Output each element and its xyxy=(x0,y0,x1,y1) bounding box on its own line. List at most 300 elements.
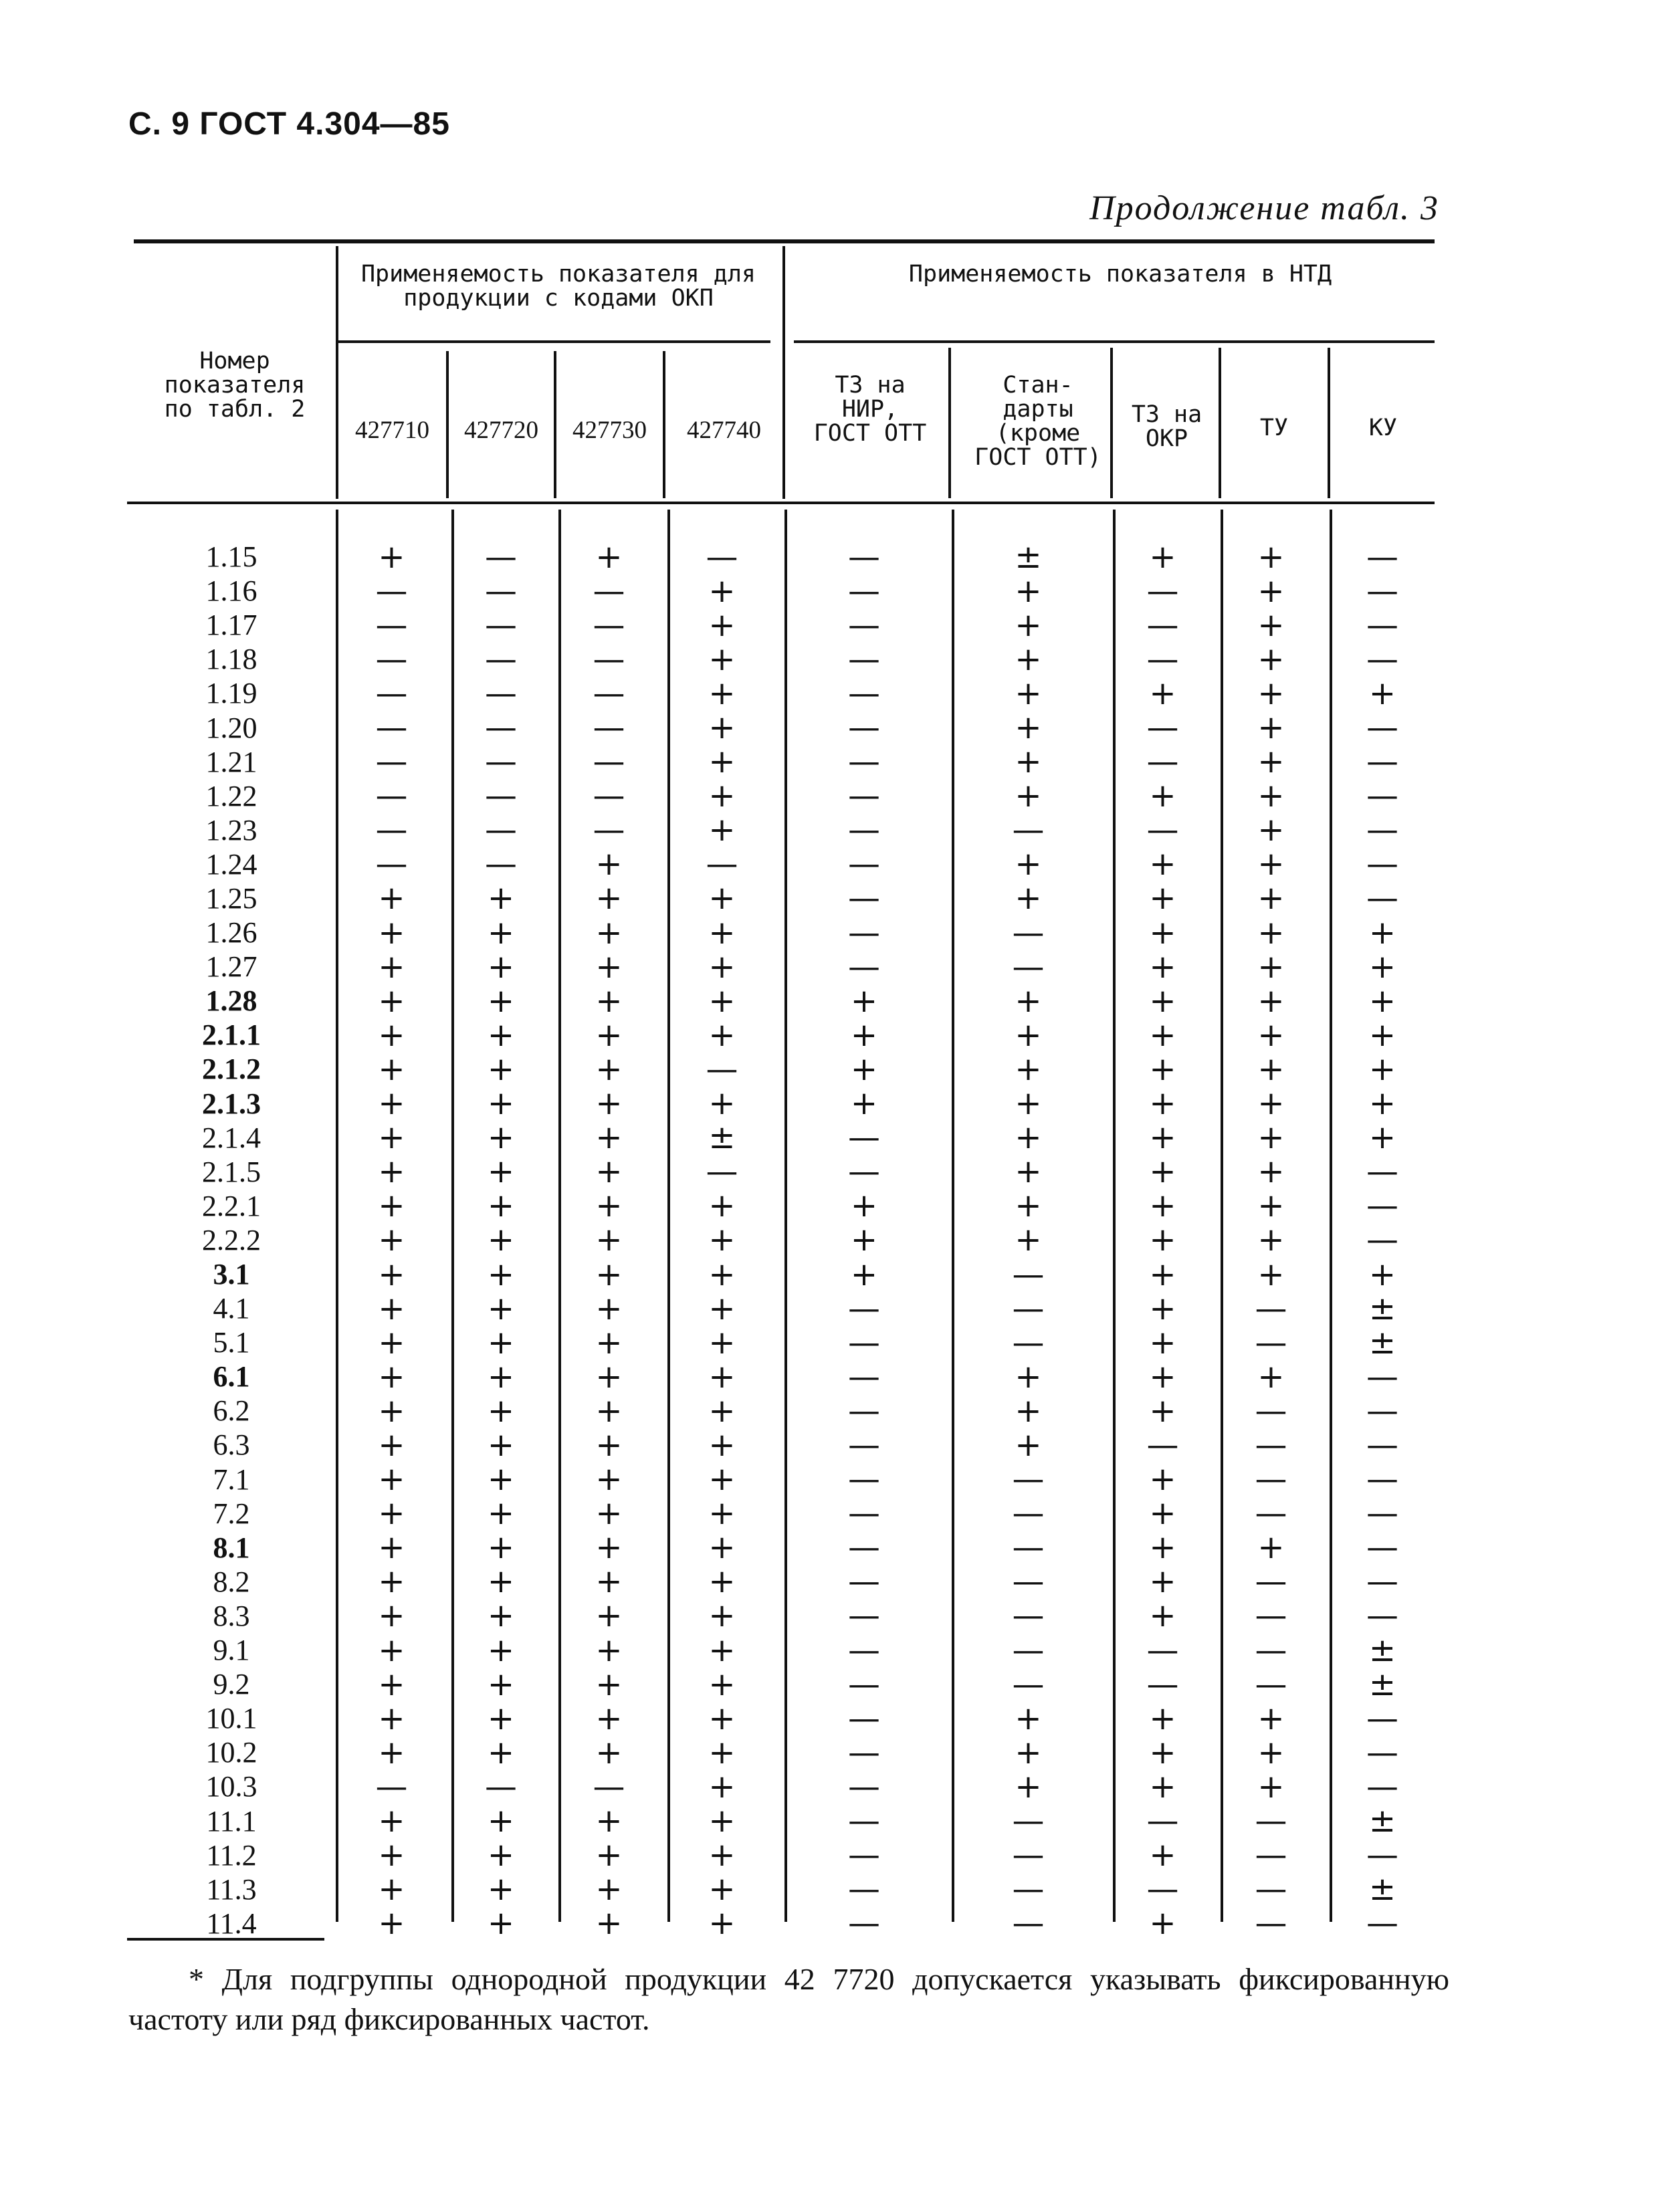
row-number: 11.2 xyxy=(206,1838,257,1872)
applicability-cell: + xyxy=(1015,640,1042,678)
applicability-cell: + xyxy=(1149,845,1176,883)
applicability-cell: + xyxy=(487,1733,515,1771)
applicability-cell: + xyxy=(378,1631,405,1669)
table-row xyxy=(127,1701,1448,1735)
row-number: 1.28 xyxy=(205,984,257,1018)
table-row xyxy=(127,1497,1448,1531)
applicability-cell: — xyxy=(1366,1460,1398,1499)
applicability-cell: — xyxy=(1255,1563,1287,1601)
applicability-cell: + xyxy=(850,1085,878,1123)
applicability-cell: — xyxy=(593,640,625,678)
row-number: 1.18 xyxy=(205,643,257,676)
applicability-cell: + xyxy=(708,1836,736,1874)
applicability-cell: + xyxy=(378,1529,405,1567)
applicability-cell: + xyxy=(487,1904,515,1943)
row-number: 1.16 xyxy=(205,574,257,608)
applicability-cell: + xyxy=(708,709,736,747)
applicability-cell: — xyxy=(848,1529,880,1567)
applicability-cell: + xyxy=(1015,1426,1042,1464)
applicability-cell: + xyxy=(378,1870,405,1908)
group-header-okp: Применяемость показателя для продукции с кодами ОКП xyxy=(360,261,756,312)
applicability-cell: ± xyxy=(1015,538,1042,576)
applicability-cell: + xyxy=(708,948,736,986)
applicability-cell: + xyxy=(487,1665,515,1703)
applicability-cell: + xyxy=(708,1767,736,1806)
applicability-cell: + xyxy=(708,674,736,712)
applicability-cell: — xyxy=(848,1563,880,1601)
applicability-cell: + xyxy=(1149,1733,1176,1771)
applicability-cell: — xyxy=(1146,572,1179,610)
applicability-cell: — xyxy=(1012,1563,1045,1601)
applicability-cell: + xyxy=(708,1870,736,1908)
applicability-cell: + xyxy=(378,1289,405,1327)
applicability-cell: — xyxy=(848,845,880,883)
table-top-rule xyxy=(134,239,1435,243)
row-number: 6.1 xyxy=(213,1360,250,1394)
row-number: 9.1 xyxy=(213,1634,250,1667)
applicability-cell: + xyxy=(487,913,515,952)
applicability-cell: — xyxy=(1012,1802,1045,1840)
applicability-cell: + xyxy=(487,1836,515,1874)
applicability-cell: + xyxy=(1368,1016,1396,1054)
row-number: 1.22 xyxy=(205,779,257,812)
applicability-cell: — xyxy=(848,538,880,576)
applicability-cell: + xyxy=(595,913,623,952)
applicability-cell: + xyxy=(1257,811,1285,849)
applicability-cell: — xyxy=(1366,1221,1398,1259)
applicability-cell: — xyxy=(1012,1529,1045,1567)
applicability-cell: + xyxy=(850,1187,878,1225)
applicability-cell: + xyxy=(487,1255,515,1293)
applicability-cell: + xyxy=(487,1563,515,1601)
applicability-cell: — xyxy=(1366,879,1398,917)
applicability-cell: + xyxy=(708,1460,736,1499)
applicability-cell: + xyxy=(708,1221,736,1259)
applicability-cell: + xyxy=(708,982,736,1020)
applicability-cell: + xyxy=(1149,913,1176,952)
applicability-cell: — xyxy=(593,777,625,815)
applicability-cell: — xyxy=(706,1153,738,1191)
applicability-cell: + xyxy=(708,1085,736,1123)
applicability-cell: + xyxy=(595,1699,623,1737)
applicability-cell: + xyxy=(1015,1392,1042,1430)
applicability-cell: + xyxy=(1257,1357,1285,1396)
applicability-cell: — xyxy=(1012,1255,1045,1293)
header-divider xyxy=(948,348,951,498)
applicability-cell: — xyxy=(848,640,880,678)
applicability-cell: + xyxy=(1257,845,1285,883)
applicability-cell: + xyxy=(1015,572,1042,610)
table-row xyxy=(127,1667,1448,1701)
applicability-cell: — xyxy=(375,777,408,815)
applicability-cell: + xyxy=(1149,674,1176,712)
applicability-cell: — xyxy=(375,572,408,610)
applicability-cell: + xyxy=(1149,1085,1176,1123)
applicability-cell: + xyxy=(378,1323,405,1361)
column-header-number: Номер показателя по табл. 2 xyxy=(164,348,306,423)
row-number: 2.2.2 xyxy=(202,1223,261,1256)
applicability-cell: — xyxy=(1255,1426,1287,1464)
applicability-cell: + xyxy=(378,1836,405,1874)
group-header-ntd: Применяемость показателя в НТД xyxy=(908,261,1332,288)
applicability-cell: — xyxy=(1146,1426,1179,1464)
table-row xyxy=(127,1531,1448,1565)
applicability-cell: + xyxy=(1149,777,1176,815)
applicability-cell: — xyxy=(848,777,880,815)
table-row xyxy=(127,745,1448,779)
row-number: 1.26 xyxy=(205,916,257,950)
table-row xyxy=(127,950,1448,984)
applicability-cell: — xyxy=(375,709,408,747)
applicability-cell: — xyxy=(848,1767,880,1806)
ntd-column-header: Стан-дарты (кроме ГОСТ ОТТ) xyxy=(974,372,1101,471)
applicability-cell: — xyxy=(1255,1289,1287,1327)
applicability-cell: — xyxy=(1012,1904,1045,1943)
applicability-cell: + xyxy=(850,1016,878,1054)
applicability-cell: + xyxy=(595,1836,623,1874)
applicability-cell: + xyxy=(708,1495,736,1533)
applicability-cell: + xyxy=(595,538,623,576)
table-row xyxy=(127,847,1448,881)
applicability-cell: + xyxy=(1149,1529,1176,1567)
applicability-cell: + xyxy=(378,1802,405,1840)
table-row xyxy=(127,1906,1448,1941)
okp-code-header: 427710 xyxy=(355,417,429,444)
table-row xyxy=(127,540,1448,574)
applicability-cell: + xyxy=(487,1460,515,1499)
applicability-cell: — xyxy=(1366,1836,1398,1874)
applicability-cell: + xyxy=(595,1289,623,1327)
applicability-cell: — xyxy=(593,709,625,747)
applicability-cell: + xyxy=(487,1802,515,1840)
applicability-cell: — xyxy=(1012,1870,1045,1908)
applicability-cell: + xyxy=(1257,1050,1285,1088)
table-row xyxy=(127,1359,1448,1394)
applicability-cell: — xyxy=(1255,1870,1287,1908)
applicability-cell: + xyxy=(1149,1050,1176,1088)
applicability-cell: + xyxy=(1015,1699,1042,1737)
applicability-cell: — xyxy=(1146,743,1179,781)
applicability-cell: + xyxy=(1368,1119,1396,1157)
applicability-cell: + xyxy=(1368,674,1396,712)
applicability-cell: + xyxy=(378,1460,405,1499)
applicability-cell: — xyxy=(848,1802,880,1840)
applicability-cell: + xyxy=(487,948,515,986)
applicability-cell: + xyxy=(1257,982,1285,1020)
applicability-cell: + xyxy=(487,1426,515,1464)
ntd-column-header: ТУ xyxy=(1259,415,1289,441)
applicability-cell: + xyxy=(595,1870,623,1908)
applicability-cell: — xyxy=(1255,1392,1287,1430)
applicability-cell: — xyxy=(1366,1597,1398,1635)
applicability-cell: — xyxy=(1366,743,1398,781)
row-number: 2.1.2 xyxy=(202,1053,261,1086)
applicability-cell: + xyxy=(378,1665,405,1703)
row-number: 8.3 xyxy=(213,1599,250,1632)
applicability-cell: + xyxy=(1257,913,1285,952)
applicability-cell: — xyxy=(375,674,408,712)
applicability-cell: + xyxy=(595,1904,623,1943)
applicability-cell: + xyxy=(1015,1357,1042,1396)
table-row xyxy=(127,1087,1448,1121)
okp-group-rule xyxy=(336,340,770,343)
applicability-cell: + xyxy=(595,1426,623,1464)
applicability-cell: + xyxy=(1149,1699,1176,1737)
applicability-cell: — xyxy=(1012,811,1045,849)
applicability-cell: + xyxy=(708,777,736,815)
ntd-column-header: ТЗ на НИР, ГОСТ ОТТ xyxy=(813,372,927,447)
applicability-cell: + xyxy=(1149,1016,1176,1054)
applicability-cell: — xyxy=(1366,709,1398,747)
applicability-cell: — xyxy=(1146,1631,1179,1669)
applicability-cell: + xyxy=(378,1357,405,1396)
applicability-cell: — xyxy=(1146,1665,1179,1703)
table-row xyxy=(127,881,1448,915)
applicability-cell: — xyxy=(375,743,408,781)
applicability-cell: + xyxy=(1257,1699,1285,1737)
row-number: 2.1.4 xyxy=(202,1121,261,1154)
applicability-cell: — xyxy=(848,948,880,986)
applicability-cell: + xyxy=(378,982,405,1020)
applicability-cell: + xyxy=(1257,640,1285,678)
applicability-cell: + xyxy=(595,1119,623,1157)
applicability-cell: + xyxy=(708,879,736,917)
applicability-cell: + xyxy=(1015,1767,1042,1806)
applicability-cell: + xyxy=(1257,572,1285,610)
row-number: 2.1.1 xyxy=(202,1018,261,1052)
table-row xyxy=(127,1428,1448,1462)
applicability-cell: + xyxy=(378,1426,405,1464)
applicability-cell: — xyxy=(1146,1870,1179,1908)
applicability-cell: + xyxy=(1149,1495,1176,1533)
applicability-cell: — xyxy=(1366,1187,1398,1225)
applicability-cell: — xyxy=(1366,1529,1398,1567)
applicability-cell: — xyxy=(1366,606,1398,644)
applicability-cell: + xyxy=(487,1153,515,1191)
applicability-cell: + xyxy=(708,1392,736,1430)
applicability-cell: — xyxy=(848,1733,880,1771)
applicability-cell: — xyxy=(848,913,880,952)
applicability-cell: + xyxy=(487,982,515,1020)
table-row xyxy=(127,1803,1448,1838)
applicability-cell: + xyxy=(1015,674,1042,712)
applicability-cell: — xyxy=(375,640,408,678)
applicability-cell: + xyxy=(378,1085,405,1123)
row-number: 11.3 xyxy=(206,1872,257,1906)
applicability-cell: — xyxy=(1012,1836,1045,1874)
table-row xyxy=(127,1257,1448,1291)
row-number: 2.2.1 xyxy=(202,1189,261,1222)
applicability-cell: + xyxy=(378,1221,405,1259)
applicability-cell: + xyxy=(378,538,405,576)
applicability-cell: + xyxy=(1149,1255,1176,1293)
applicability-cell: — xyxy=(485,709,517,747)
applicability-cell: + xyxy=(1015,1050,1042,1088)
applicability-cell: — xyxy=(485,674,517,712)
applicability-cell: ± xyxy=(1368,1323,1396,1361)
applicability-cell: + xyxy=(1015,606,1042,644)
applicability-cell: — xyxy=(485,606,517,644)
applicability-cell: — xyxy=(485,811,517,849)
applicability-cell: — xyxy=(375,811,408,849)
applicability-cell: + xyxy=(1257,674,1285,712)
table-row xyxy=(127,1121,1448,1155)
applicability-cell: + xyxy=(595,982,623,1020)
table-row xyxy=(127,1735,1448,1769)
applicability-cell: + xyxy=(1257,948,1285,986)
applicability-cell: — xyxy=(848,1357,880,1396)
applicability-cell: + xyxy=(595,845,623,883)
applicability-cell: — xyxy=(593,811,625,849)
applicability-cell: + xyxy=(708,1187,736,1225)
row-number: 1.25 xyxy=(205,881,257,915)
applicability-cell: + xyxy=(1015,1119,1042,1157)
ntd-column-header: ТЗ на ОКР xyxy=(1131,401,1202,452)
applicability-cell: + xyxy=(487,1289,515,1327)
applicability-cell: + xyxy=(487,1050,515,1088)
applicability-cell: + xyxy=(1149,1392,1176,1430)
applicability-cell: + xyxy=(487,1529,515,1567)
applicability-cell: + xyxy=(1257,777,1285,815)
applicability-cell: — xyxy=(1146,640,1179,678)
applicability-cell: + xyxy=(595,1187,623,1225)
applicability-cell: + xyxy=(1015,1187,1042,1225)
row-number: 5.1 xyxy=(213,1326,250,1359)
applicability-cell: + xyxy=(1149,1153,1176,1191)
applicability-cell: + xyxy=(1368,1255,1396,1293)
applicability-cell: + xyxy=(708,1904,736,1943)
table-row xyxy=(127,1599,1448,1633)
table-row xyxy=(127,1767,1448,1806)
applicability-cell: — xyxy=(848,1392,880,1430)
applicability-cell: + xyxy=(487,1357,515,1396)
applicability-cell: — xyxy=(485,845,517,883)
applicability-cell: + xyxy=(1257,1529,1285,1567)
applicability-cell: — xyxy=(1366,1904,1398,1943)
header-divider xyxy=(1328,348,1330,498)
applicability-cell: — xyxy=(375,845,408,883)
applicability-cell: + xyxy=(708,1323,736,1361)
applicability-cell: + xyxy=(595,1221,623,1259)
applicability-cell: — xyxy=(1146,811,1179,849)
applicability-cell: — xyxy=(1012,1289,1045,1327)
row-number: 7.2 xyxy=(213,1497,250,1530)
applicability-cell: + xyxy=(1149,879,1176,917)
table-row xyxy=(127,608,1448,642)
applicability-cell: + xyxy=(1257,1085,1285,1123)
applicability-cell: + xyxy=(1368,913,1396,952)
applicability-cell: + xyxy=(850,1255,878,1293)
applicability-cell: + xyxy=(1368,982,1396,1020)
table-row xyxy=(127,1633,1448,1667)
applicability-cell: — xyxy=(1012,1631,1045,1669)
applicability-cell: + xyxy=(378,1495,405,1533)
applicability-cell: + xyxy=(1015,1016,1042,1054)
applicability-cell: — xyxy=(1366,1357,1398,1396)
applicability-cell: + xyxy=(1257,1119,1285,1157)
applicability-cell: — xyxy=(375,1767,408,1806)
header-bottom-rule xyxy=(127,502,1435,504)
applicability-cell: + xyxy=(487,1631,515,1669)
row-number: 2.1.3 xyxy=(202,1087,261,1120)
applicability-cell: — xyxy=(848,1836,880,1874)
row-number: 8.1 xyxy=(213,1531,250,1564)
row-number: 11.4 xyxy=(206,1906,257,1940)
table-row xyxy=(127,1189,1448,1223)
applicability-cell: + xyxy=(487,1323,515,1361)
row-number: 1.15 xyxy=(205,540,257,574)
applicability-cell: + xyxy=(595,1357,623,1396)
applicability-cell: + xyxy=(487,1597,515,1635)
table-row xyxy=(127,915,1448,950)
applicability-cell: — xyxy=(848,1460,880,1499)
applicability-cell: + xyxy=(1015,1153,1042,1191)
applicability-cell: + xyxy=(487,1870,515,1908)
applicability-cell: ± xyxy=(1368,1665,1396,1703)
applicability-cell: — xyxy=(1255,1597,1287,1635)
applicability-cell: + xyxy=(708,1255,736,1293)
applicability-cell: — xyxy=(848,1153,880,1191)
table-row xyxy=(127,1018,1448,1052)
applicability-cell: + xyxy=(378,1563,405,1601)
applicability-cell: + xyxy=(487,1016,515,1054)
applicability-cell: + xyxy=(487,1119,515,1157)
applicability-cell: + xyxy=(1015,743,1042,781)
applicability-cell: + xyxy=(1149,1904,1176,1943)
table-row xyxy=(127,574,1448,608)
applicability-cell: + xyxy=(595,1665,623,1703)
applicability-cell: + xyxy=(487,1392,515,1430)
applicability-cell: + xyxy=(595,948,623,986)
applicability-cell: — xyxy=(1255,1460,1287,1499)
applicability-cell: + xyxy=(487,1187,515,1225)
applicability-cell: ± xyxy=(1368,1631,1396,1669)
applicability-cell: — xyxy=(848,1699,880,1737)
row-number: 10.3 xyxy=(205,1770,257,1803)
applicability-cell: — xyxy=(1012,1323,1045,1361)
row-number: 1.20 xyxy=(205,711,257,744)
row-number: 9.2 xyxy=(213,1668,250,1701)
applicability-cell: — xyxy=(375,606,408,644)
table-body xyxy=(127,540,1448,1941)
applicability-cell: + xyxy=(487,1221,515,1259)
applicability-cell: + xyxy=(708,1597,736,1635)
applicability-cell: + xyxy=(1257,743,1285,781)
applicability-cell: — xyxy=(848,811,880,849)
table-row xyxy=(127,984,1448,1018)
applicability-cell: + xyxy=(1149,1289,1176,1327)
applicability-cell: + xyxy=(1368,1085,1396,1123)
applicability-cell: — xyxy=(706,538,738,576)
applicability-cell: — xyxy=(848,1904,880,1943)
row-number: 10.2 xyxy=(205,1736,257,1769)
applicability-cell: — xyxy=(485,572,517,610)
applicability-cell: — xyxy=(1255,1323,1287,1361)
applicability-cell: — xyxy=(706,845,738,883)
applicability-cell: — xyxy=(1012,1665,1045,1703)
applicability-cell: — xyxy=(848,1870,880,1908)
applicability-cell: — xyxy=(848,1289,880,1327)
applicability-cell: + xyxy=(708,606,736,644)
table-row xyxy=(127,1565,1448,1599)
applicability-cell: + xyxy=(378,913,405,952)
applicability-cell: — xyxy=(485,1767,517,1806)
applicability-cell: — xyxy=(1012,948,1045,986)
applicability-cell: — xyxy=(1366,1563,1398,1601)
table-row xyxy=(127,779,1448,813)
applicability-cell: + xyxy=(378,948,405,986)
applicability-cell: + xyxy=(595,1597,623,1635)
